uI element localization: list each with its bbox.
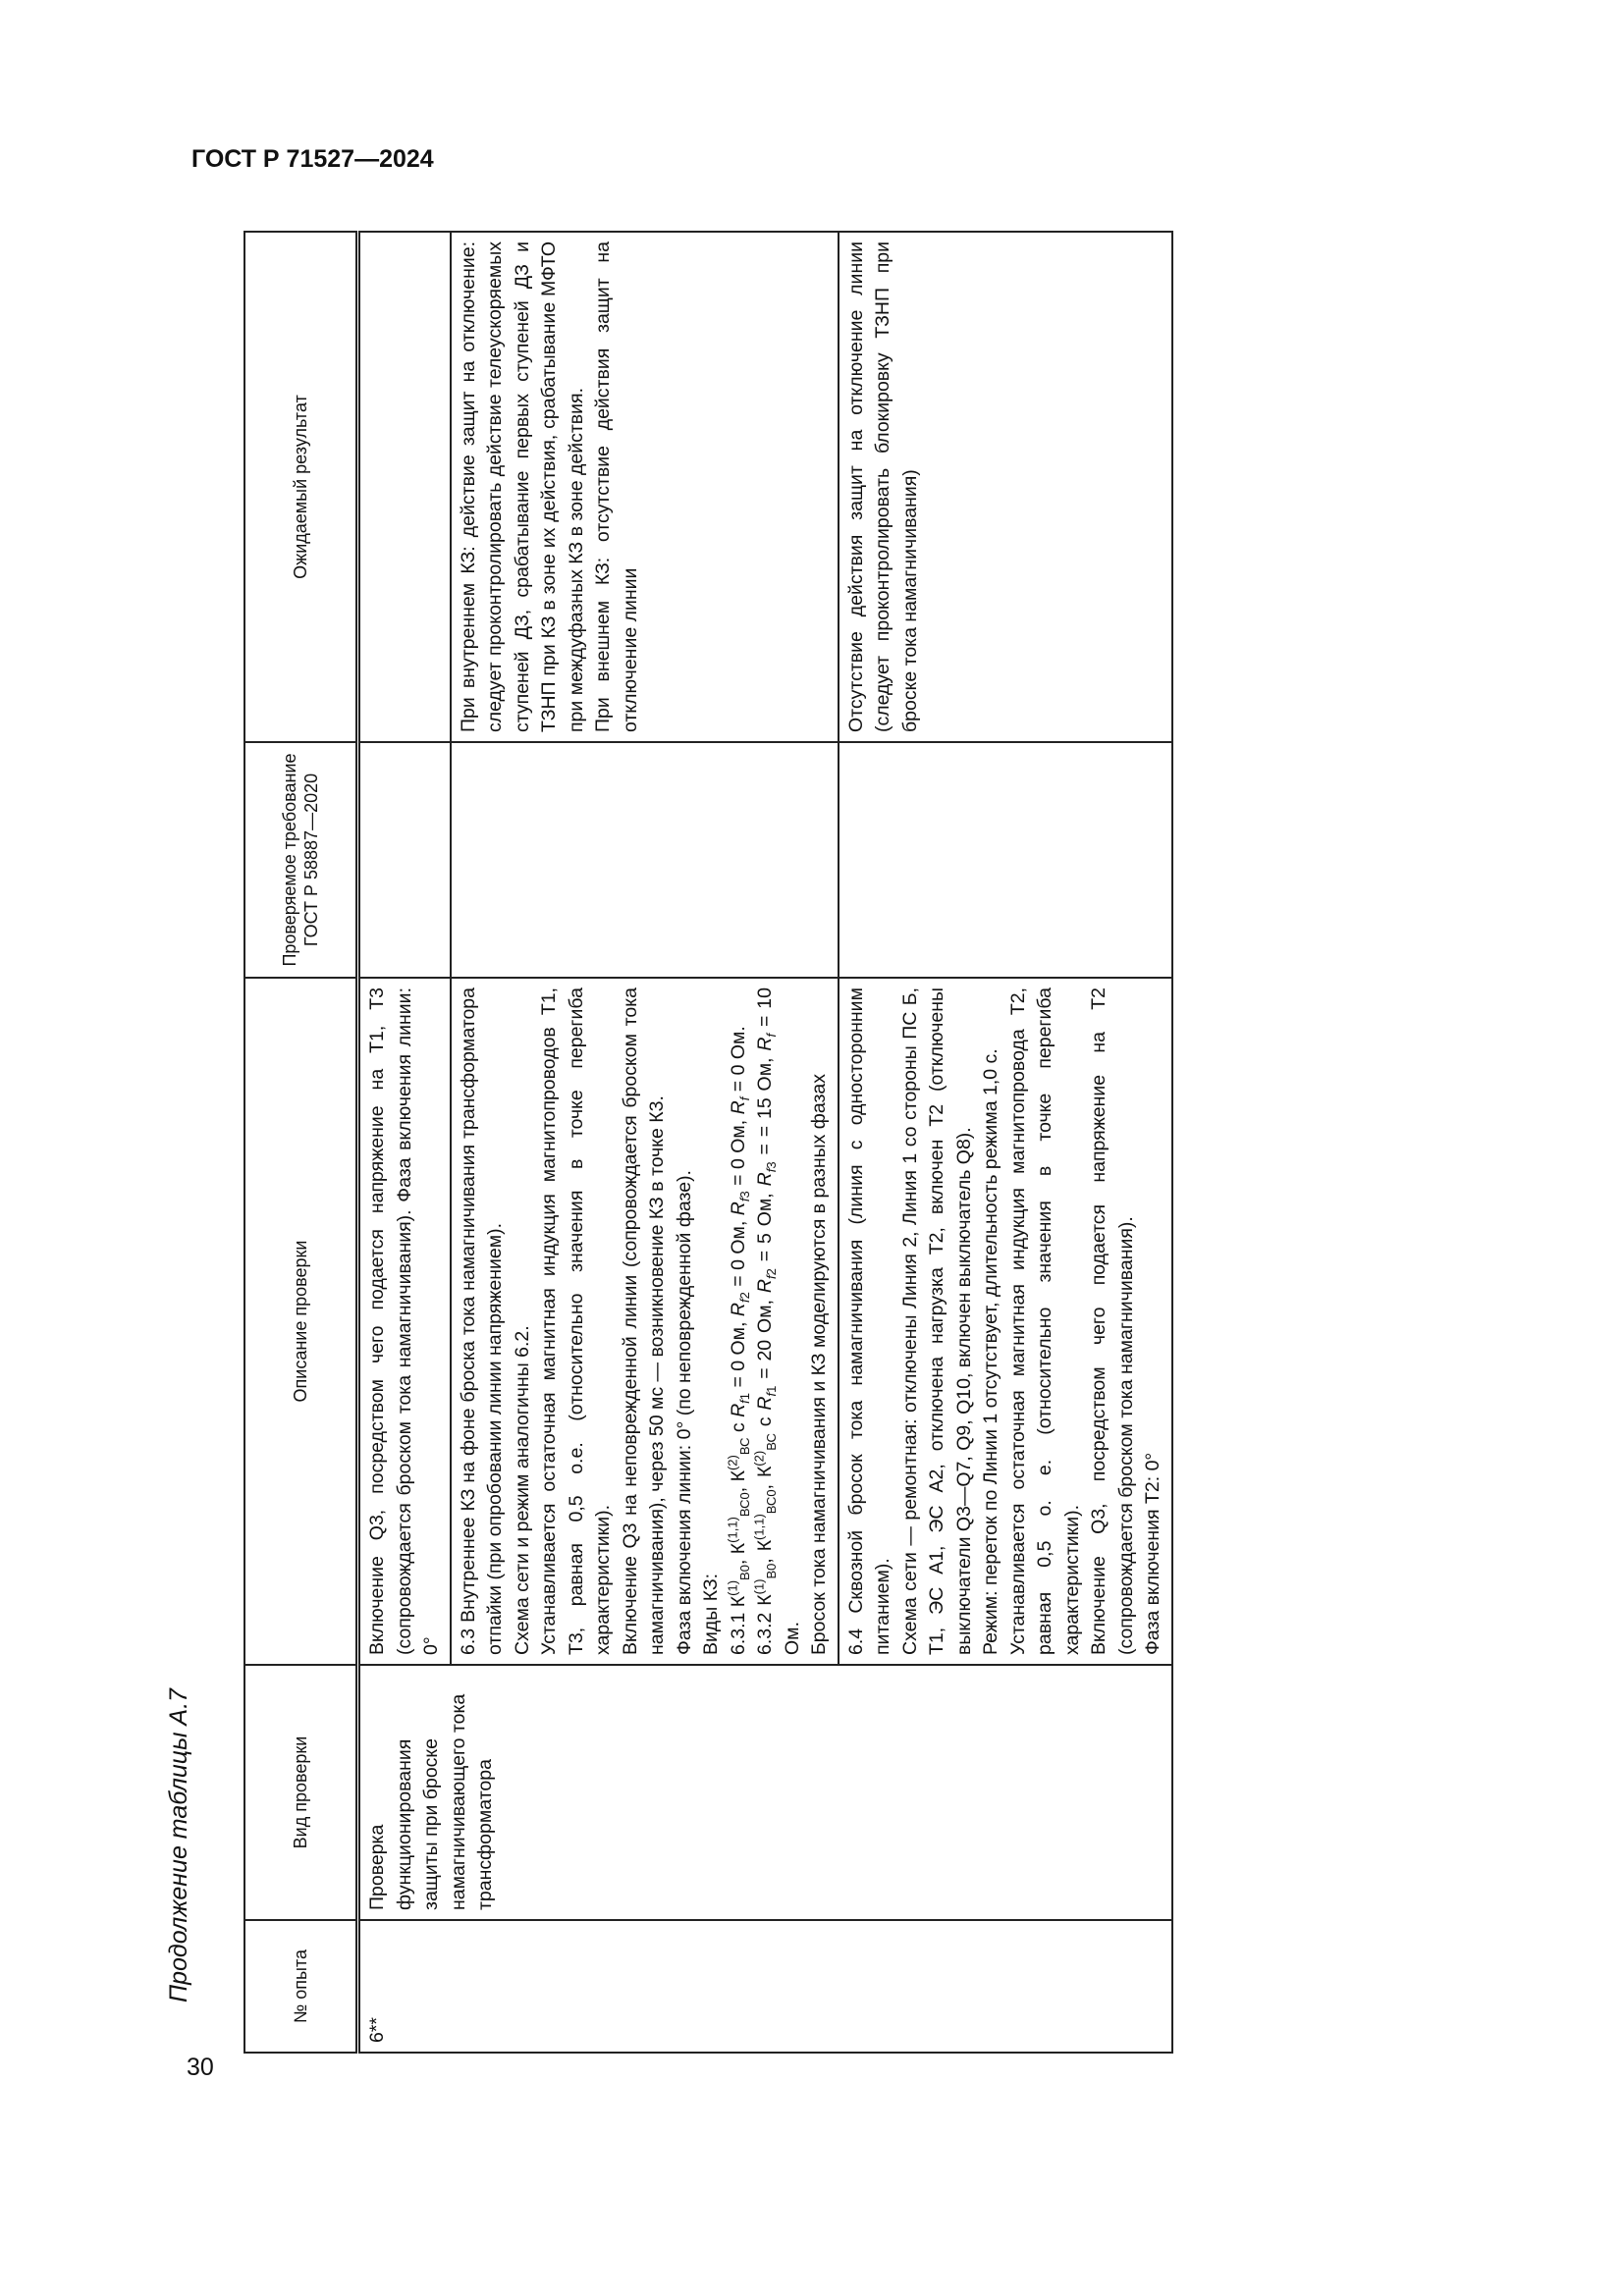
test-number-cell bbox=[358, 1920, 1172, 2053]
description-cell bbox=[839, 978, 1172, 1665]
expected-cell bbox=[451, 232, 839, 742]
expected-cell bbox=[839, 232, 1172, 742]
description-text: Устанавливается остаточная магнитная индукция магнитопроводов Т1, Т3, равная 0,5 о.е. (относительно значения в точке перегиба характеристики). bbox=[538, 988, 614, 1655]
expected-cell bbox=[358, 232, 451, 742]
description-text: 6.4 Сквозной бросок тока намагничивания (линия с односторонним питанием). bbox=[844, 988, 893, 1655]
description-text: Фаза включения Т2: 0° bbox=[1142, 1452, 1164, 1655]
description-text: Включение Q3, посредством чего подается напряжение на Т2 (сопровождается броском тока намагничивания). bbox=[1088, 988, 1137, 1655]
fault-types-6-3-2: 6.3.2 $К^{(1)}_{В0}$, К$^{(1,1)}_{ВС0}$, $К^{(2)}_{ВС}$ с $R_{f1} = 20$ Ом, $R_{f2} = 5$ Ом, $R_{f3}$ = = 15 Ом, $R_f = 10$ Ом. bbox=[751, 988, 803, 1655]
table-row bbox=[358, 232, 451, 2053]
requirement-cell bbox=[451, 742, 839, 978]
description-text: Схема сети — ремонтная: отключены Линия 2, Линия 1 со стороны ПС Б, Т1, ЭС А1, ЭС А2, отключена нагрузка Т2, включен Т2 (отключены выключатели Q3—Q7, Q9, Q10, включен выключатель Q8). bbox=[898, 988, 975, 1655]
test-table bbox=[244, 231, 1173, 2054]
requirement-cell bbox=[358, 742, 451, 978]
fault-types-6-3-1: 6.3.1 $К^{(1)}_{В0}$, К$^{(1,1)}_{ВС0}$, $К^{(2)}_{ВС}$ с $R_{f1} = 0$ Ом, $R_{f2} = 0$ Ом, $R_{f3} = 0$ Ом, $R_f = 0$ Ом. bbox=[725, 1026, 752, 1655]
rotated-table-container bbox=[244, 233, 1461, 2054]
column-header-requirement: Проверяемое требование ГОСТ Р 58887—2020 bbox=[244, 742, 358, 978]
check-type-cell bbox=[358, 1665, 1172, 1920]
description-text: Режим: переток по Линии 1 отсутствует, длительность режима 1,0 с. bbox=[980, 1048, 1001, 1655]
column-header-test-no: № опыта bbox=[244, 1920, 358, 2053]
column-header-check-type: Вид проверки bbox=[244, 1665, 358, 1920]
description-text: Включение Q3 на неповрежденной линии (сопровождается броском тока намагничивания), через 50 мс — возникновение КЗ в точке К3. bbox=[619, 988, 668, 1655]
column-header-description: Описание проверки bbox=[244, 978, 358, 1665]
expected-text: При внутреннем КЗ: действие защит на отключение: следует проконтролировать действие телеускоряемых ступеней ДЗ, срабатывание первых ступеней ДЗ и ТЗНП при КЗ в зоне их действия, срабатывание МФТО при междуфазных КЗ в зоне действия. bbox=[457, 241, 587, 732]
expected-text: Отсутствие действия защит на отключение линии (следует проконтролировать блокировку ТЗНП при броске тока намагничивания) bbox=[844, 241, 921, 732]
description-cell bbox=[358, 978, 451, 1665]
column-header-expected-result: Ожидаемый результат bbox=[244, 232, 358, 742]
description-text: Бросок тока намагничивания и КЗ моделируются в разных фазах bbox=[808, 1073, 830, 1655]
check-type: Проверка функционирования защиты при броске намагничивающего тока трансформатора bbox=[366, 1693, 496, 1910]
description-text: Устанавливается остаточная магнитная индукция магнитопровода Т2, равная 0,5 о. е. (относительно значения в точке перегиба характеристики). bbox=[1006, 988, 1083, 1655]
document-code: ГОСТ Р 71527—2024 bbox=[191, 145, 434, 173]
description-cell bbox=[451, 978, 839, 1665]
table-continuation-caption: Продолжение таблицы А.7 bbox=[165, 1688, 192, 2002]
description-text: Виды КЗ: bbox=[700, 1573, 722, 1655]
page-number: 30 bbox=[187, 2054, 214, 2081]
description-text: Фаза включения линии: 0° (по неповрежденной фазе). bbox=[673, 1170, 695, 1655]
description-text: Включение Q3, посредством чего подается напряжение на Т1, Т3 (сопровождается броском тока намагничивания). Фаза включения линии: 0° bbox=[366, 988, 442, 1655]
requirement-cell bbox=[839, 742, 1172, 978]
description-text: Схема сети и режим аналогичны 6.2. bbox=[511, 1325, 533, 1655]
expected-text: При внешнем КЗ: отсутствие действия защит на отключение линии bbox=[592, 241, 641, 732]
description-text: 6.3 Внутреннее КЗ на фоне броска тока намагничивания трансформатора отпайки (при опробовании линии напряжением). bbox=[457, 988, 506, 1655]
test-number: 6** bbox=[366, 2016, 388, 2043]
table-header-row bbox=[244, 232, 358, 2053]
